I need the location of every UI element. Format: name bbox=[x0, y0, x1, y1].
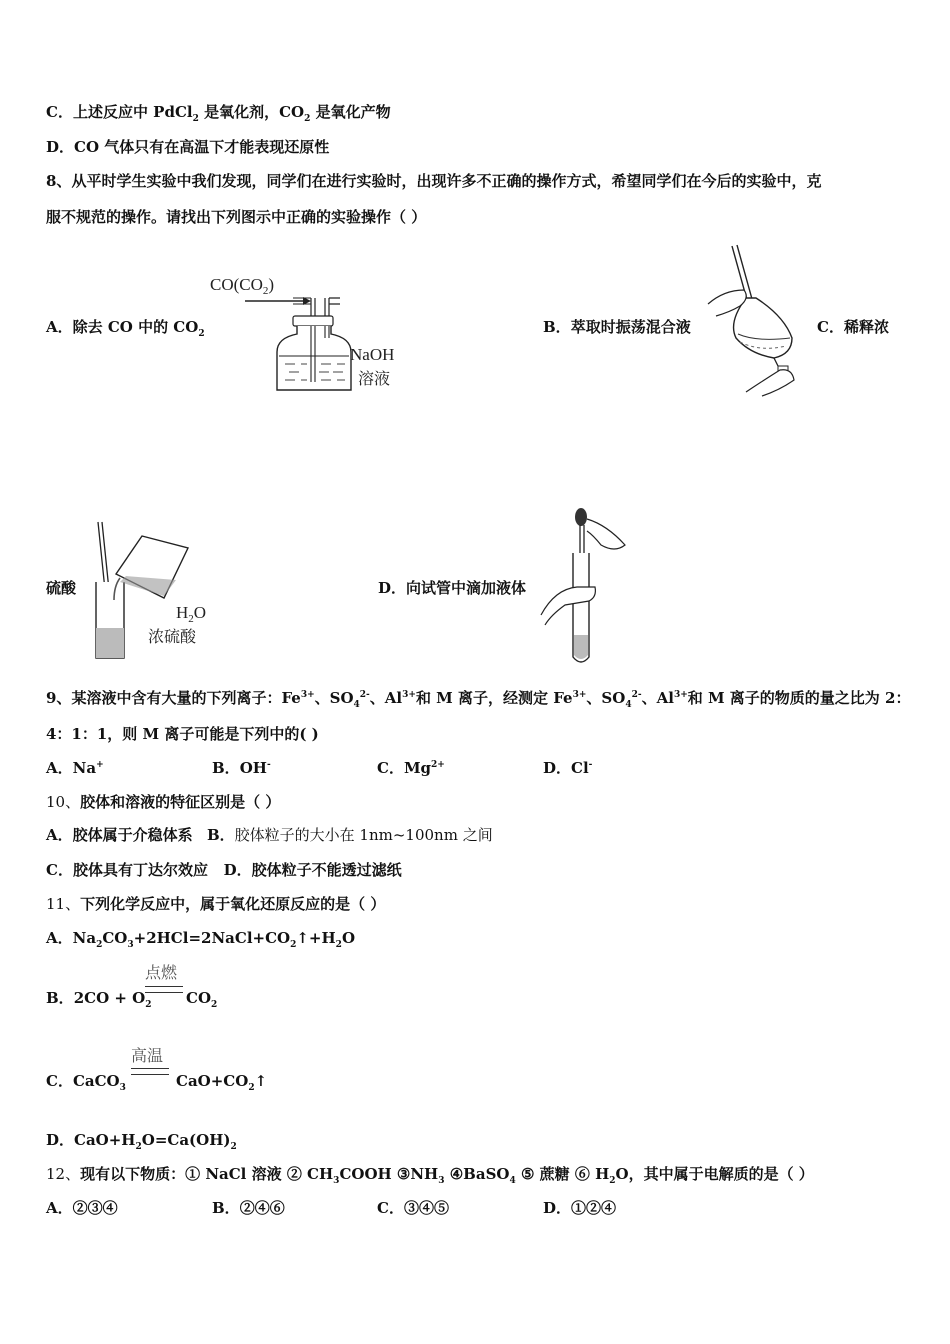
q9-option-a: A．Na+ bbox=[46, 759, 104, 777]
q11-option-b-equals bbox=[145, 986, 183, 993]
figure-c-acid-label: 浓硫酸 bbox=[148, 627, 197, 646]
q11-option-b-right: $CO_2$ bbox=[186, 989, 218, 1010]
figure-b-funnel-body bbox=[734, 298, 792, 358]
q12-option-a: A．②③④ bbox=[46, 1199, 118, 1217]
figure-b-lower-hand bbox=[746, 370, 794, 396]
q11-option-b-condition: 点燃 bbox=[145, 963, 178, 982]
figure-b-separatory-funnel bbox=[700, 242, 810, 397]
figure-d-dropper-test-tube bbox=[535, 505, 645, 670]
q11-stem: 11、下列化学反应中，属于氧化还原反应的是（ ） bbox=[46, 895, 386, 913]
figure-c-water-label: $H_2O$ bbox=[176, 603, 207, 625]
q11-option-c-equals bbox=[131, 1068, 169, 1075]
figure-a-gas-label: $CO(CO_2)$ bbox=[210, 275, 275, 297]
q8-option-c-continued: 硫酸 bbox=[46, 579, 77, 597]
q10-stem: 10、胶体和溶液的特征区别是（ ） bbox=[46, 793, 281, 811]
q8-option-a: A．除去 CO 中的 $CO_2$ bbox=[46, 318, 205, 339]
q10-options-line1: A．胶体属于介稳体系 B．胶体粒子的大小在 1nm~100nm 之间 bbox=[46, 826, 493, 844]
q11-option-b-left: B．$2CO + O_2$ bbox=[46, 989, 152, 1010]
q8-option-c: C．稀释浓 bbox=[817, 318, 889, 336]
q9-option-d: D．Cl- bbox=[543, 759, 593, 777]
q12-option-c: C．③④⑤ bbox=[377, 1199, 449, 1217]
figure-d-dropper-bulb bbox=[575, 508, 587, 526]
q11-option-c-right: $CaO+CO_2↑$ bbox=[176, 1072, 268, 1093]
figure-a-stopper bbox=[293, 316, 333, 326]
q11-option-c-condition: 高温 bbox=[131, 1046, 164, 1065]
q8-option-d: D．向试管中滴加液体 bbox=[378, 579, 527, 597]
figure-a-reagent-label-2: 溶液 bbox=[358, 369, 391, 388]
figure-c-dilute-acid bbox=[90, 516, 240, 664]
q9-stem-line2: 4：1：1，则 M 离子可能是下列中的( ) bbox=[46, 725, 319, 743]
figure-d-upper-hand bbox=[587, 519, 625, 549]
q8-option-b: B．萃取时振荡混合液 bbox=[543, 318, 691, 336]
q12-option-d: D．①②④ bbox=[543, 1199, 617, 1217]
figure-a-reagent-label: NaOH bbox=[350, 345, 395, 364]
q12-option-b: B．②④⑥ bbox=[212, 1199, 285, 1217]
q11-option-c-left: C．CaCO$_3$ bbox=[46, 1072, 126, 1093]
q9-option-b: B．OH- bbox=[212, 759, 271, 777]
q8-stem-line1: 8、从平时学生实验中我们发现，同学们在进行实验时，出现许多不正确的操作方式，希望同学们在今后的实验中，克 bbox=[46, 172, 822, 190]
q9-option-c: C．$Mg^{2+}$ bbox=[377, 759, 445, 777]
figure-c-acid-liquid bbox=[96, 628, 124, 658]
q12-stem: 12、现有以下物质：① NaCl 溶液 ② $CH_3COOH$ $③NH_3$ ④BaSO$_4$ ⑤ 蔗糖 ⑥ $H_2O$，其中属于电解质的是（ ） bbox=[46, 1165, 814, 1186]
figure-a-outlet-tube bbox=[325, 298, 340, 318]
q8-stem-line2: 服不规范的操作。请找出下列图示中正确的实验操作（ ） bbox=[46, 208, 427, 226]
q7-option-c: C．上述反应中 PdCl$_2$ 是氧化剂，$CO_2$ 是氧化产物 bbox=[46, 103, 391, 124]
q7-option-d: D．CO 气体只有在高温下才能表现还原性 bbox=[46, 138, 330, 156]
q9-stem-line1: 9、某溶液中含有大量的下列离子：$Fe^{3+}$、$SO_4^{2-}$、$Al^{3+}$和 M 离子，经测定 $Fe^{3+}$、$SO_4^{2-}$、$Al^{3+}$和 M 离子的物质的量之比为 2： bbox=[46, 689, 911, 710]
q10-options-line2: C．胶体具有丁达尔效应 D．胶体粒子不能透过滤纸 bbox=[46, 861, 402, 879]
figure-a-gas-washing-bottle bbox=[205, 268, 435, 398]
q11-option-d: D．$CaO+H_2O=Ca(OH)_2$ bbox=[46, 1131, 237, 1152]
q11-option-a: A．$Na_2CO_3+2HCl=2NaCl+CO_2↑+H_2O$ bbox=[46, 929, 356, 950]
figure-a-inlet-tube bbox=[311, 298, 315, 318]
